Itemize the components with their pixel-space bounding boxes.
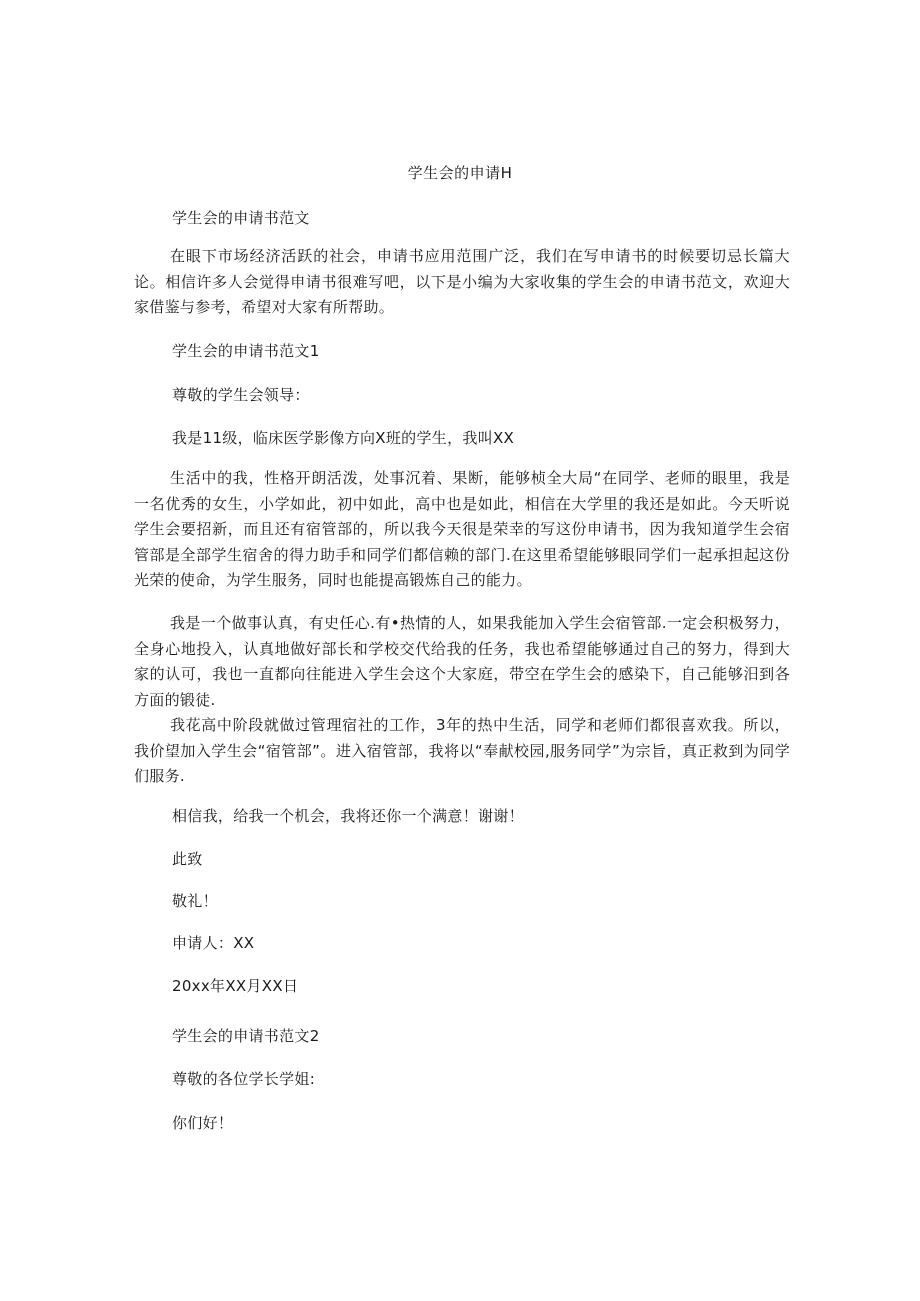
sample1-zhi: 此致 bbox=[172, 850, 203, 868]
sample1-date: 20xx年XX月XX日 bbox=[172, 977, 299, 995]
sample1-paragraph-3: 我花高中阶段就做过管理宿社的工作，3年的热中生活，同学和老师们都很喜欢我。所以，我价望加入学生会“宿管部”。进入宿管部，我将以“奉献校园,服务同学”为宗旨，真正救到为同学们服务. bbox=[134, 716, 790, 785]
sample1-paragraph-1: 生活中的我，性格开朗活泼，处事沉着、果断，能够桢全大局“在同学、老师的眼里，我是一名优秀的女生，小学如此，初中如此，高中也是如此，相信在大学里的我还是如此。今天听说学生会要招新，而且还有宿管部的，所以我今天很是荣幸的写这份申请书，因为我知道学生会宿管部是全部学生宿舍的得力助手和同学们都信赖的部门.在这里希望能够眼同学们一起承担起这份光荣的使命，为学生服务，同时也能提高锻炼自己的能力。 bbox=[134, 469, 790, 589]
section-subtitle: 学生会的申请书范文 bbox=[172, 209, 310, 227]
sample1-applicant: 申请人：XX bbox=[172, 934, 255, 952]
sample2-greeting: 你们好！ bbox=[172, 1114, 234, 1132]
sample2-heading: 学生会的申请书范文2 bbox=[172, 1027, 320, 1045]
intro-paragraph: 在眼下市场经济活跃的社会，申请书应用范围广泛，我们在写申请书的时候要切忌长篇大论。相信许多人会觉得申请书很难写吧，以下是小编为大家收集的学生会的申请书范文，欢迎大家借鉴与参考，希望对大家有所帮助。 bbox=[134, 247, 790, 316]
sample1-heading: 学生会的申请书范文1 bbox=[172, 342, 320, 360]
sample2-salutation: 尊敬的各位学长学姐: bbox=[172, 1070, 316, 1088]
sample1-closing: 相信我，给我一个机会，我将还你一个满意！谢谢！ bbox=[172, 807, 524, 825]
sample1-paragraph-2: 我是一个做事认真，有史任心.有•热情的人，如果我能加入学生会宿管部.一定会积极努力，全身心地投入，认真地做好部长和学校交代给我的任务，我也希望能够通过自己的努力，得到大家的认可，我也一直都向往能进入学生会这个大家庭，带空在学生会的感染下，自己能够汨到各方面的锻徒. bbox=[134, 614, 790, 709]
sample1-salutation: 尊敬的学生会领导： bbox=[172, 386, 310, 404]
sample1-jingli: 敬礼！ bbox=[172, 892, 218, 910]
sample1-self-intro: 我是11级，临床医学影像方向X班的学生，我叫XX bbox=[172, 429, 515, 447]
document-title: 学生会的申请H bbox=[407, 164, 513, 182]
